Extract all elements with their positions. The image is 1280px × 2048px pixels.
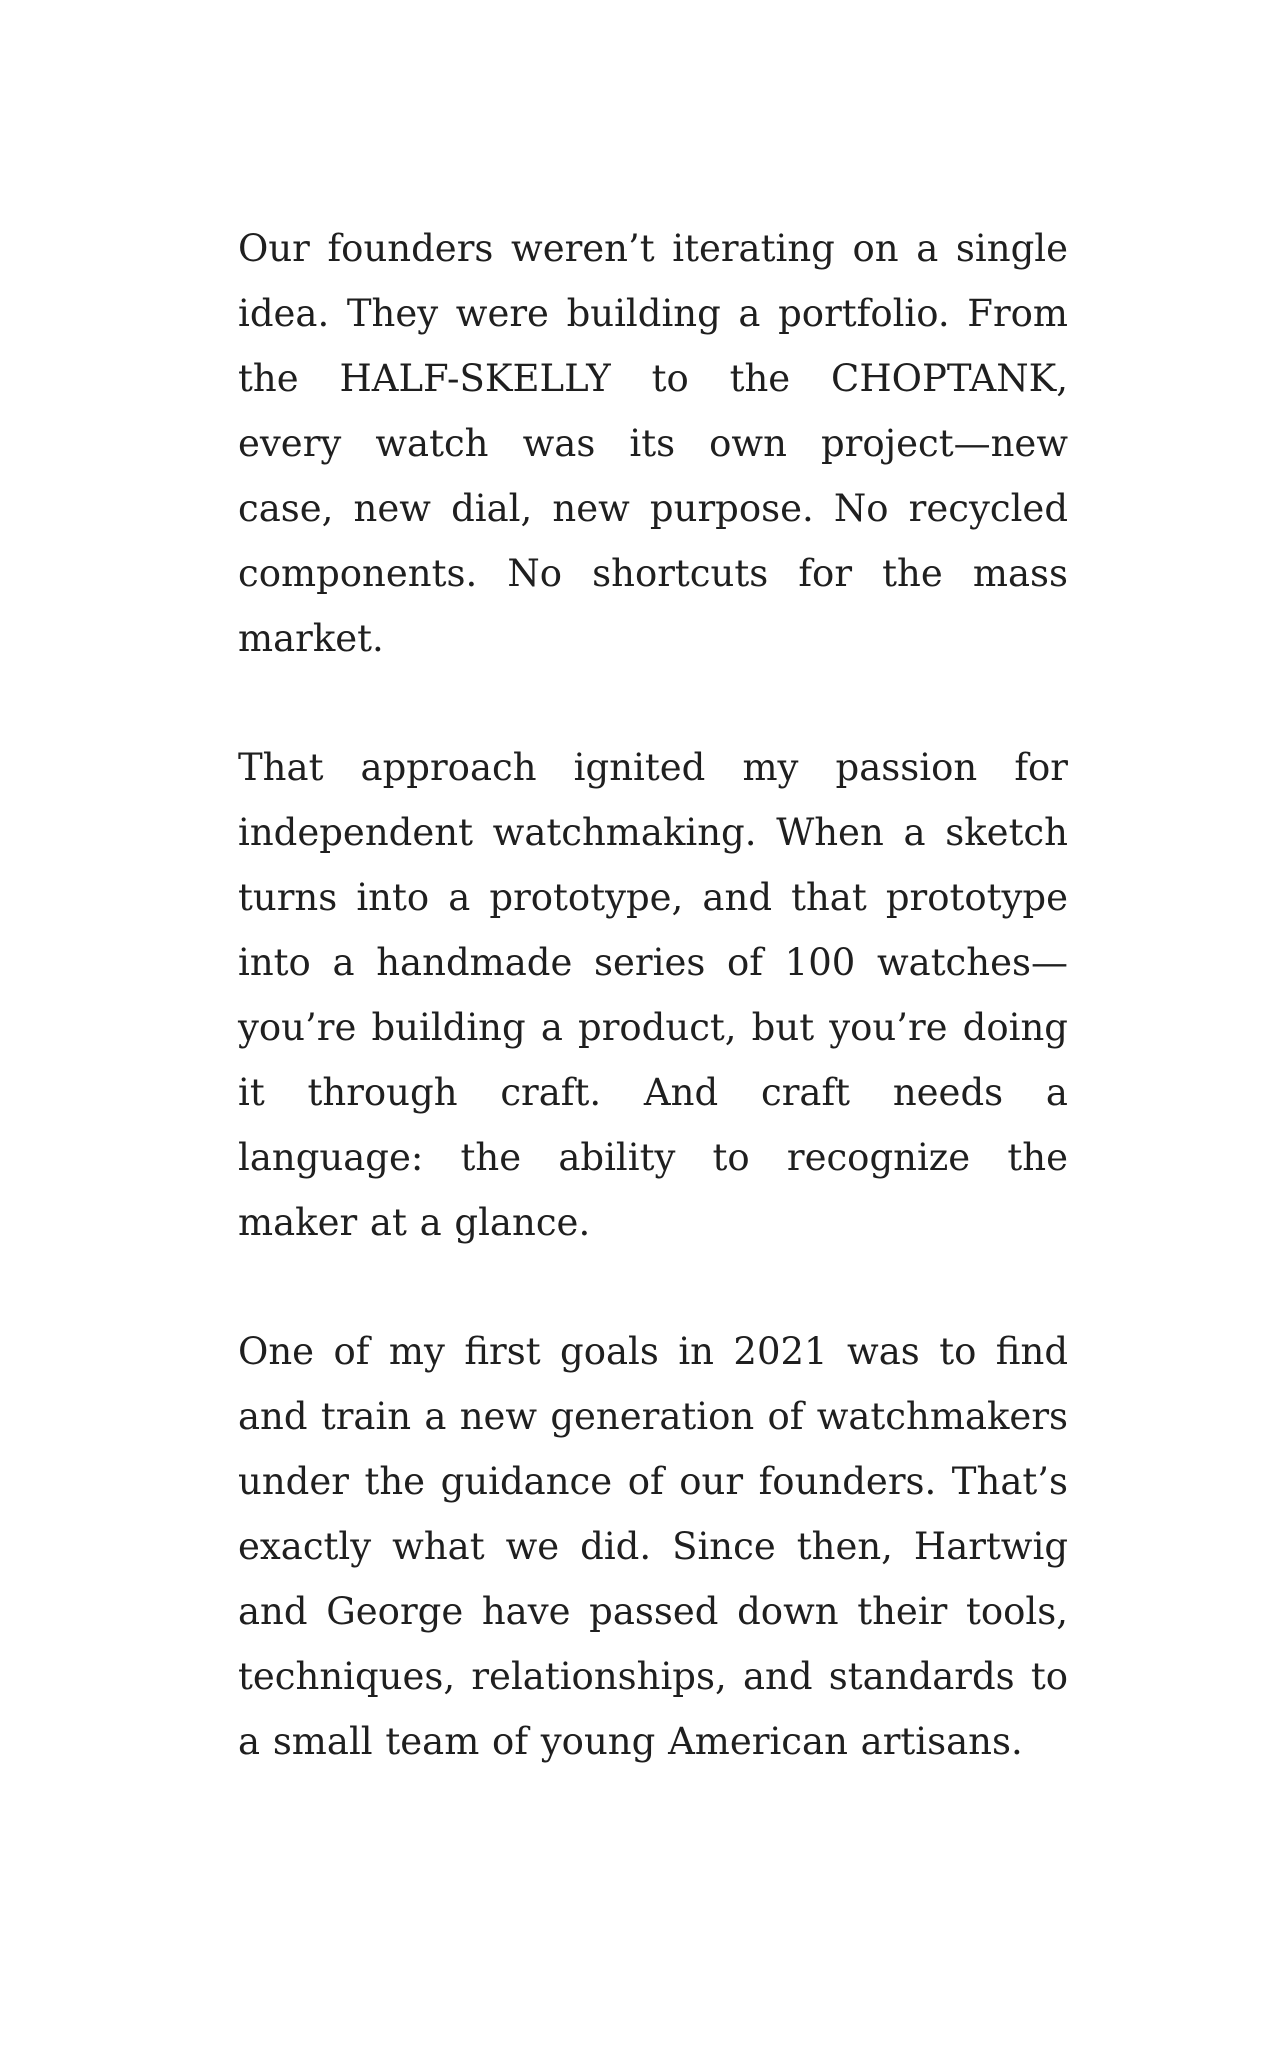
paragraph-independent-watchmaking: That approach ignited my passion for independent watchmaking. When a sketch turns into a prototype, and that prototype into a handmade series of 100 watches—you’re building a product, but you’re doing it through craft. And craft needs a language: the ability to recognize the maker at a glance. [238, 746, 1068, 1244]
article-body [238, 216, 1068, 1774]
paragraph-new-generation: One of my first goals in 2021 was to find and train a new generation of watchmakers under the guidance of our founders. That’s exactly what we did. Since then, Hartwig and George have passed down their tools, techniques, relationships, and standards to a small team of young American artisans. [238, 1330, 1068, 1763]
paragraph-founders-portfolio: Our founders weren’t iterating on a single idea. They were building a portfolio. From the HALF-SKELLY to the CHOPTANK, every watch was its own project—new case, new dial, new purpose. No recycled components. No shortcuts for the mass market. [238, 227, 1068, 660]
